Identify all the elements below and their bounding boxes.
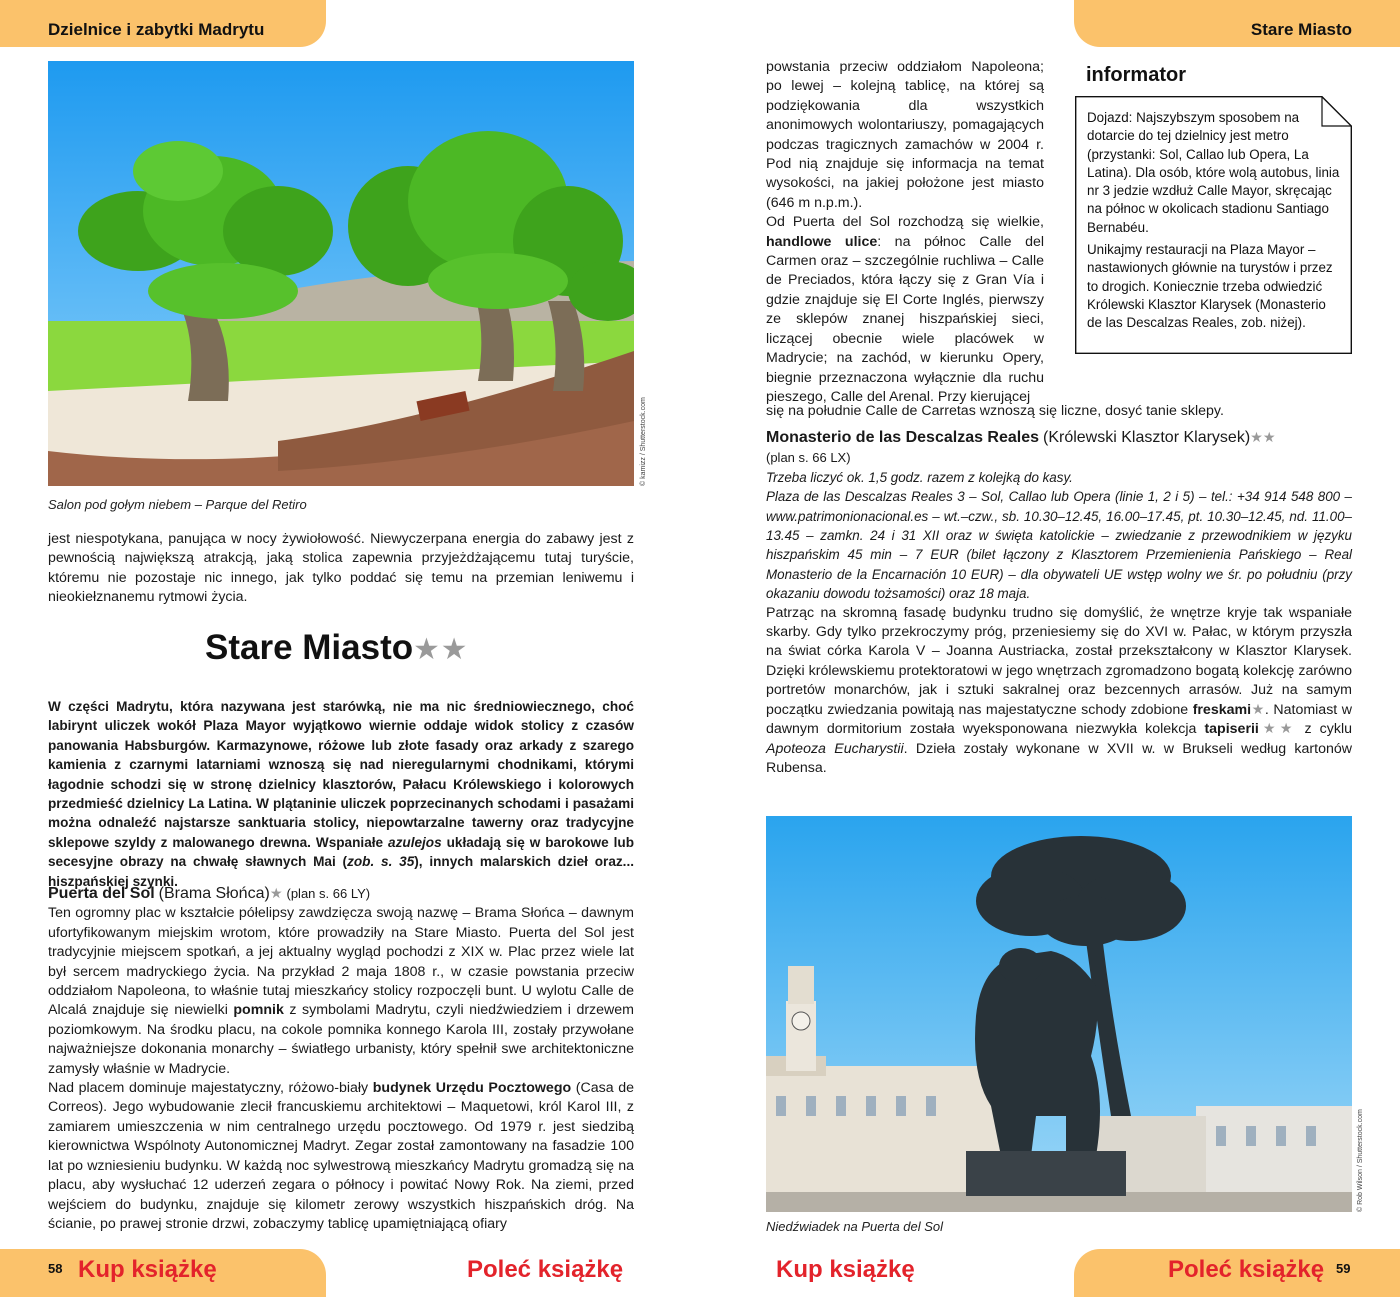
monasterio-body-a: Patrząc na skromną fasadę budynku trudno się domyślić, że wnętrze kryje tak wspaniałe skarby. Gdy tylko przekroczymy próg, przeniesiemy się do XVI w. Pałac, w którym przyszła na świat córka Karola V – Joanna Austriacka, został przekształcony w Klasztor Klarysek. Dzięki królewskiemu protektoratowi w jego wnętrzach zgromadzono bogatą kolekcję zarówno portretów monarchów, jak i sztuki sakralnej oraz bezcennych arrasów. Już na samym początku zwiedzania powitają nas majestatyczne schody zdobione (766, 604, 1352, 718)
puerta-p2-a: Nad placem dominuje majestatyczny, różowo-biały (48, 1080, 373, 1097)
puerta-del-sol-section (48, 884, 634, 1234)
tapiserii-stars-icon: ★★ (1258, 721, 1297, 738)
running-header-left (0, 0, 326, 47)
lead-paragraph (48, 697, 634, 891)
monasterio-info2: Plaza de las Descalzas Reales 3 – Sol, Callao lub Opera (linie 1, 2 i 5) – tel.: +34 914 548 800 – www.patrimonionacional.es – wt.–czw., sb. 10.30–12.45, 16.00–17.45, pt. 10.30–12.45, nd. 11.00–13.45 – zamkn. 24 i 31 XII oraz w święta katolickie – zwiedzanie z przewodnikiem w języku hiszpańskim 45 min – 7 EUR (bilet łączony z Klasztorem Przemienienia Pańskiego – Real Monasterio de la Encarnación 10 EUR) – dla obywateli UE wstęp wolny we śr. po południu (przy okazaniu dowodu tożsamości) oraz 18 maja. (766, 489, 1352, 602)
monasterio-plan: (plan s. 66 LX) (766, 450, 851, 466)
monasterio-body-d: . Dzieła zostały wykonane w XVII w. w Brukseli według kartonów Rubensa. (766, 740, 1352, 776)
lead-text-b: układają się w barokowe lub secesyjne obrazy na chwałę sławnych Mai ( (48, 834, 634, 870)
recommend-book-link-left[interactable]: Poleć książkę (467, 1256, 624, 1283)
photo-parque-del-retiro (48, 61, 634, 486)
puerta-paren: (Brama Słońca) (158, 885, 270, 902)
continuation-tail-text: się na południe Calle de Carretas wznoszą się liczne, dosyć tanie sklepy. (766, 403, 1224, 419)
right-column-continuation (766, 58, 1044, 407)
monasterio-paren: (Królewski Klasztor Klarysek) (1042, 429, 1251, 446)
lead-ref: zob. s. 35 (347, 854, 415, 870)
caption-bear: Niedźwiadek na Puerta del Sol (766, 1219, 944, 1234)
page-number-left: 58 (48, 1261, 63, 1276)
intro-text: jest niespotykana, panująca w nocy żywiołowość. Niewyczerpana energia do zabawy jest z pewnością największą atrakcją, jaką stolica zapewnia przyjeżdżającemu tutaj turyście, któremu nie pozostaje nic innego, jak tylko poddać się temu na przemian leniwemu i nieokiełznanemu rytmowi życia. (48, 531, 634, 606)
continuation-p1: powstania przeciw oddziałom Napoleona; po lewej – kolejną tablicę, na której są podziękowania dla wszystkich anonimowych wolontariuszy, pomagających podczas tragicznych zamachów w 2004 r. Pod nią znajduje się informacja na temat wysokości, na jakiej położone jest miasto (646 m n.p.m.). (766, 59, 1044, 211)
puerta-plan: (plan s. 66 LY) (286, 886, 371, 901)
monasterio-title: Monasterio de las Descalzas Reales (766, 429, 1040, 446)
caption-retiro: Salon pod gołym niebem – Parque del Retiro (48, 497, 307, 512)
running-header-left-text: Dzielnice i zabytki Madrytu (48, 20, 265, 39)
heading-text: Stare Miasto (205, 628, 414, 667)
lead-azulejos: azulejos (388, 834, 442, 850)
section-heading-stare-miasto (205, 628, 468, 668)
buy-book-link-left[interactable]: Kup książkę (78, 1256, 217, 1283)
heading-stars-icon: ★★ (413, 633, 469, 666)
intro-paragraph (48, 530, 634, 608)
puerta-p1-a: Ten ogromny plac w kształcie półelipsy zawdzięcza swoją nazwę – Brama Słońca – dawnym ufortyfikowanym miejskim wrotom, które prowadziły na Stare Miasto. Puerta del Sol jest tradycyjnie miejscem spotkań, a jej aktualny wygląd pochodzi z XIX w. Plac przez wiele lat był sercem madryckiego życia. Na przykład 2 maja 1808 r., w czasie powstania przeciw oddziałom Napoleona, to właśnie tutaj mieszkańcy stolicy rozpoczęli bunt. U wylotu Calle de Alcalá znajduje się niewielki (48, 905, 634, 1019)
continuation-p2-a: Od Puerta del Sol rozchodzą się wielkie, (766, 214, 1044, 231)
continuation-p2-b: : na północ Calle del Carmen oraz – szczególnie ruchliwa – Calle de Preciados, która łączy się z Gran Vía i gdzie znajduje się El Corte Inglés, pierwszy ze sklepów znanej hiszpańskiej sieci, liczącej obecnie wiele placówek w Madrycie; na zachód, w kierunku Opery, biegnie przeznaczona wyłącznie dla ruchu pieszego, Calle del Arenal. Przy kierującej (766, 233, 1044, 405)
monasterio-bold-tapiserii: tapiserii (1204, 721, 1259, 738)
lead-text-c: ), innych malarskich dzieł oraz... hiszpańskiej szynki. (48, 854, 635, 889)
puerta-p2-bold: budynek Urzędu Pocztowego (372, 1080, 572, 1097)
monasterio-body-c: z cyklu (1296, 721, 1352, 738)
puerta-title: Puerta del Sol (48, 885, 155, 902)
puerta-p1-bold: pomnik (233, 1002, 284, 1019)
lead-text-a: W części Madrytu, która nazywana jest starówką, nie ma nic średniowiecznego, choć labirynt uliczek wokół Plaza Mayor wyjątkowo wiernie oddaje widok stolicy z czasów panowania Habsburgów. Karmazynowe, różowe lub złote fasady oraz arkady z szarego kamienia z czarnymi latarniami wznoszą się nad nieregularnymi chodnikami, którymi łagodnie schodzi się w stronę dzielnicy klasztorów, Pałacu Królewskiego i kolorowych przedmieść dzielnicy La Latina. W plątaninie uliczek poprzecinanych schodami i pasażami można odnaleźć najstarsze sanktuaria stolicy, niepowtarzalne tawerny oraz tradycyjne sklepowe szyldy z malowanego drewna. Wspaniałe (48, 699, 634, 850)
puerta-star-icon: ★ (269, 886, 283, 902)
continuation-p2-bold: handlowe ulice (766, 233, 878, 250)
photo-puerta-del-sol-bear (766, 816, 1352, 1212)
photo-credit-retiro: © kamizz / Shutterstock.com (640, 397, 647, 486)
puerta-p1-b: z symbolami Madrytu, czyli niedźwiedziem i drzewem poziomkowym. Na środku placu, na cokole pomnika konnego Karola III, zostały przywołane najważniejsze dokonania monarchy – światłego urbanisty, który spełnił swe architektoniczne zamysły właśnie w Madrycie. (48, 1002, 634, 1077)
informator-p1: Dojazd: Najszybszym sposobem na dotarcie do tej dzielnicy jest metro (przystanki: Sol, Callao lub Opera, La Latina). Dla osób, które wolą autobus, linia nr 3 jedzie wzdłuż Calle Mayor, skręcając na północ w okolicach stadionu Santiago Bernabéu. (1087, 110, 1340, 235)
freskami-star-icon: ★ (1251, 701, 1265, 718)
running-header-right (1074, 0, 1400, 47)
page-number-right: 59 (1336, 1261, 1351, 1276)
puerta-p2-b: (Casa de Correos). Jego wybudowanie zlecił francuskiemu architektowi – Maquetowi, król Karol III, z zamiarem umieszczenia w nim centralnego urzędu pocztowego. Od 1979 r. jest siedzibą kierownictwa Wspólnoty Autonomicznej Madryt. Zegar został zamontowany na fasadzie 100 lat po wzniesieniu budynku. W każdą noc sylwestrową mieszkańcy Madrytu gromadzą się na placu, aby wysłuchać 12 uderzeń zegara o północy i powitać Nowy Rok. Na ziemi, przed wejściem do budynku, znajduje się kilometr zerowy wszystkich hiszpańskich dróg. Na ścianie, po prawej stronie drzwi, zobaczymy tablicę upamiętniającą ofiary (48, 1080, 634, 1232)
monasterio-body-ital: Apoteoza Eucharystii (766, 740, 904, 757)
monasterio-info1: Trzeba liczyć ok. 1,5 godz. razem z kolejką do kasy. (766, 469, 1073, 485)
informator-p2: Unikajmy restauracji na Plaza Mayor – nastawionych głównie na turystów i przez to drogich. Koniecznie trzeba odwiedzić Królewski Klasztor Klarysek (Monasterio de las Descalzas Reales, zob. niżej). (1087, 242, 1333, 331)
monasterio-stars-icon: ★★ (1250, 430, 1276, 446)
buy-book-link-right[interactable]: Kup książkę (776, 1256, 915, 1283)
retiro-illustration (48, 61, 634, 486)
monasterio-bold-freskami: freskami (1192, 701, 1252, 718)
monasterio-body-b: . Natomiast w dawnym dormitorium została wyeksponowana niezwykła kolekcja (766, 701, 1352, 738)
monasterio-section (766, 428, 1352, 778)
continuation-tail (766, 402, 1352, 421)
recommend-book-link-right[interactable]: Poleć książkę (1168, 1256, 1325, 1283)
bear-statue-illustration (766, 816, 1352, 1212)
informator-title: informator (1086, 64, 1186, 86)
running-header-right-text: Stare Miasto (1250, 20, 1352, 39)
photo-credit-bear: © Rob Wilson / Shutterstock.com (1357, 1109, 1364, 1212)
informator-body (1087, 109, 1342, 337)
